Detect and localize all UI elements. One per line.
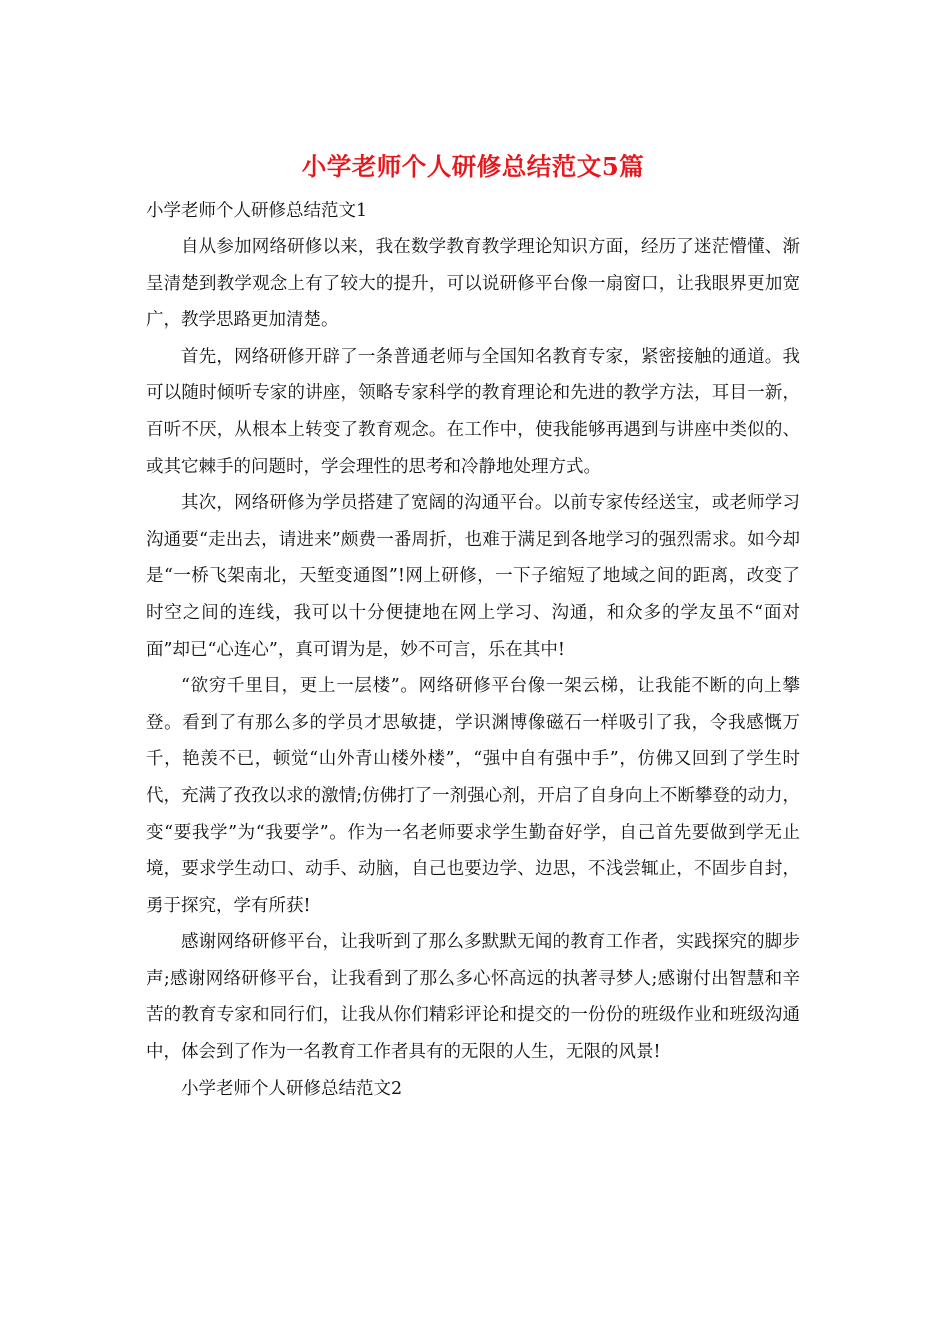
paragraph-3: 其次，网络研修为学员搭建了宽阔的沟通平台。以前专家传经送宝，或老师学习沟通要“走出去，请进来”颇费一番周折，也难于满足到各地学习的强烈需求。如今却是“一桥飞架南北，天堑变通图”!网上研修，一下子缩短了地域之间的距离，改变了时空之间的连线，我可以十分便捷地在网上学习、沟通，和众多的学友虽不“面对面”却已“心连心”，真可谓为是，妙不可言，乐在其中! [146,493,800,660]
paragraph-4: “欲穷千里目，更上一层楼”。网络研修平台像一架云梯，让我能不断的向上攀登。看到了有那么多的学员才思敏捷，学识渊博像磁石一样吸引了我，令我感慨万千，艳羡不已，顿觉“山外青山楼外楼”，“强中自有强中手”，仿佛又回到了学生时代，充满了孜孜以求的激情;仿佛打了一剂强心剂，开启了自身向上不断攀登的动力，变“要我学”为“我要学”。作为一名老师要求学生勤奋好学，自己首先要做到学无止境，要求学生动口、动手、动脑，自己也要边学、边思，不浅尝辄止，不固步自封，勇于探究，学有所获! [146,676,800,916]
paragraph-2: 首先，网络研修开辟了一条普通老师与全国知名教育专家，紧密接触的通道。我可以随时倾听专家的讲座，领略专家科学的教育理论和先进的教学方法，耳目一新，百听不厌，从根本上转变了教育观念。在工作中，使我能够再遇到与讲座中类似的、或其它棘手的问题时，学会理性的思考和冷静地处理方式。 [146,346,800,477]
document-title: 小学老师个人研修总结范文5篇 [301,152,645,181]
paragraph-5: 感谢网络研修平台，让我听到了那么多默默无闻的教育工作者，实践探究的脚步声;感谢网络研修平台，让我看到了那么多心怀高远的执著寻梦人;感谢付出智慧和辛苦的教育专家和同行们，让我从你们精彩评论和提交的一份份的班级作业和班级沟通中，体会到了作为一名教育工作者具有的无限的人生，无限的风景! [146,932,800,1063]
paragraph-1: 自从参加网络研修以来，我在数学教育教学理论知识方面，经历了迷茫懵懂、渐呈清楚到教学观念上有了较大的提升，可以说研修平台像一扇窗口，让我眼界更加宽广，教学思路更加清楚。 [146,237,800,331]
section-heading-2: 小学老师个人研修总结范文2 [181,1078,403,1099]
section-heading-1: 小学老师个人研修总结范文1 [146,201,368,221]
document-page [146,150,800,1107]
